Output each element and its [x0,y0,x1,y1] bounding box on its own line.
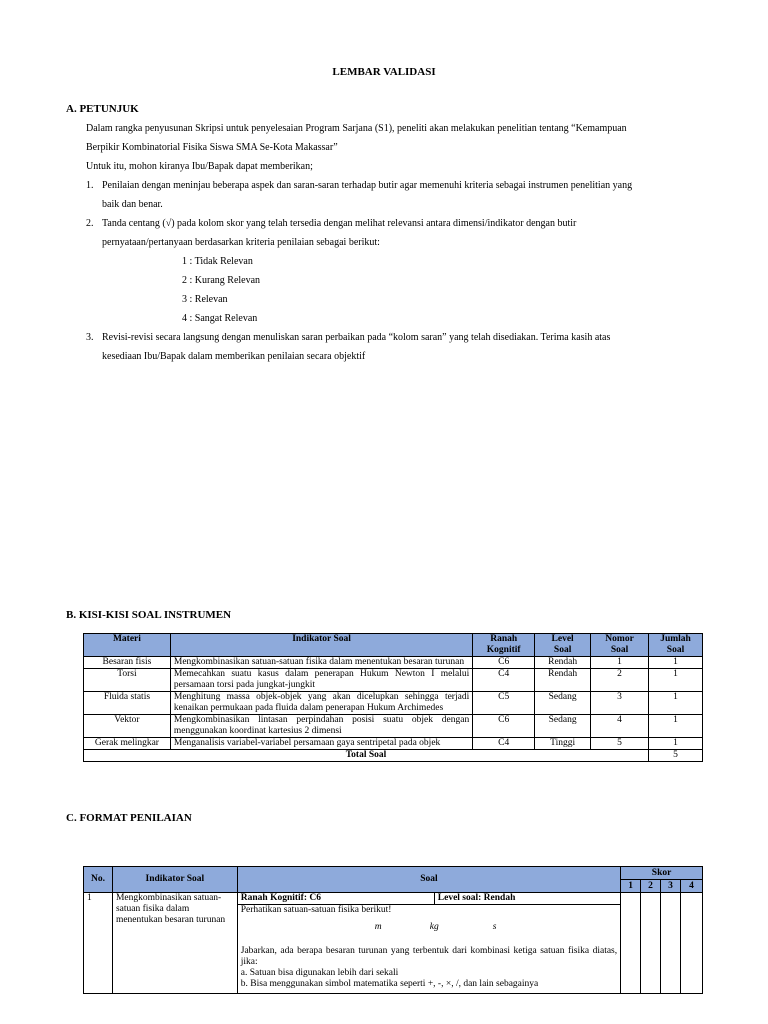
cell-indikator: Memecahkan suatu kasus dalam penerapan Hukum Newton I melalui persamaan torsi pada jungkat-jungkit [170,669,472,692]
item-3-line-2: kesediaan Ibu/Bapak dalam memberikan penilaian secara objektif [102,351,366,362]
soal-intro: Perhatikan satuan-satuan fisika berikut! [240,905,392,915]
cell-ranah: C6 [473,715,535,738]
table-row [84,738,703,750]
cell-indikator: Mengkombinasikan satuan-satuan fisika dalam menentukan besaran turunan [112,893,237,994]
item-1-line-1: Penilaian dengan meninjau beberapa aspek dan saran-saran terhadap butir agar memenuhi kriteria sebagai instrumen penelitian yang [102,180,633,191]
cell-jumlah: 1 [649,738,703,750]
header-nomor: Nomor Soal [591,634,649,657]
header-level: Level Soal [535,634,591,657]
section-c-heading: C. FORMAT PENILAIAN [66,812,192,824]
table-row [84,657,703,669]
format-penilaian-table [83,866,703,994]
cell-indikator: Menganalisis variabel-variabel persamaan gaya sentripetal pada objek [170,738,472,750]
header-skor: Skor [621,867,703,880]
header-skor-1: 1 [621,880,641,893]
criteria-item: 2 : Kurang Relevan [182,275,261,286]
cell-jumlah: 1 [649,692,703,715]
item-1-number: 1. [86,180,94,191]
criteria-list [182,252,260,328]
cell-level: Sedang [535,715,591,738]
cell-indikator: Menghitung massa objek-objek yang akan dicelupkan sehingga terjadi kenaikan permukaan pada fluida dalam penerapan Hukum Archimedes [170,692,472,715]
cell-ranah: C6 [473,657,535,669]
criteria-item: 1 : Tidak Relevan [182,256,253,267]
item-3-text [102,328,702,366]
cell-level: Rendah [535,669,591,692]
cell-jumlah: 1 [649,657,703,669]
intro-text [86,119,702,176]
soal-question: Jabarkan, ada berapa besaran turunan yang terbentuk dari kombinasi ketiga satuan fisika diatas, jika: [240,946,618,967]
section-a-heading: A. PETUNJUK [66,103,139,115]
cell-level: Tinggi [535,738,591,750]
item-2-number: 2. [86,218,94,229]
soal-option-a: a. Satuan bisa digunakan lebih dari sekali [240,968,399,978]
cell-jumlah: 1 [649,715,703,738]
table-row [84,669,703,692]
cell-indikator: Mengkombinasikan lintasan perpindahan posisi suatu objek dengan menggunakan koordinat kartesius 2 dimensi [170,715,472,738]
header-skor-4: 4 [680,880,702,893]
header-skor-3: 3 [661,880,681,893]
score-cell-4[interactable] [680,893,702,994]
item-3-number: 3. [86,332,94,343]
cell-ranah: C5 [473,692,535,715]
cell-nomor: 3 [591,692,649,715]
kisi-kisi-table [83,633,703,762]
cell-materi: Torsi [84,669,171,692]
unit-row [241,920,617,942]
unit-s: s [492,922,497,932]
header-no: No. [84,867,113,893]
section-b-heading: B. KISI-KISI SOAL INSTRUMEN [66,609,232,621]
cell-materi: Vektor [84,715,171,738]
unit-kg: kg [429,922,439,932]
header-ranah: Ranah Kognitif [473,634,535,657]
header-materi: Materi [84,634,171,657]
table-row [84,715,703,738]
cell-nomor: 2 [591,669,649,692]
total-row [84,750,703,762]
cell-nomor: 5 [591,738,649,750]
item-2-text [102,214,702,252]
table-row [84,692,703,715]
cell-ranah: C4 [473,738,535,750]
header-indikator: Indikator Soal [170,634,472,657]
item-2-line-2: pernyataan/pertanyaan berdasarkan kriteria penilaian sebagai berikut: [102,237,380,248]
score-cell-1[interactable] [621,893,641,994]
cell-materi: Besaran fisis [84,657,171,669]
soal-option-b: b. Bisa menggunakan simbol matematika seperti +, -, ×, /, dan lain sebagainya [240,979,539,989]
intro-line-1: Dalam rangka penyusunan Skripsi untuk penyelesaian Program Sarjana (S1), peneliti akan melakukan penelitian tentang “Kemampuan [86,123,627,134]
cell-indikator: Mengkombinasikan satuan-satuan fisika dalam menentukan besaran turunan [170,657,472,669]
ranah-kognitif-label: Ranah Kognitif: C6 [238,893,435,904]
header-jumlah: Jumlah Soal [649,634,703,657]
item-2-line-1: Tanda centang (√) pada kolom skor yang telah tersedia dengan melihat relevansi antara dimensi/indikator dengan butir [102,218,577,229]
cell-soal [237,893,620,994]
unit-m: m [374,922,382,932]
criteria-item: 3 : Relevan [182,294,228,305]
cell-no: 1 [84,893,113,994]
cell-materi: Fluida statis [84,692,171,715]
table-row [84,893,703,994]
score-cell-3[interactable] [661,893,681,994]
header-skor-2: 2 [641,880,661,893]
header-soal: Soal [237,867,620,893]
cell-level: Rendah [535,657,591,669]
header-indikator: Indikator Soal [112,867,237,893]
item-1-line-2: baik dan benar. [102,199,163,210]
cell-level: Sedang [535,692,591,715]
cell-nomor: 4 [591,715,649,738]
table-header-row [84,867,703,880]
score-cell-2[interactable] [641,893,661,994]
intro-line-2: Berpikir Kombinatorial Fisika Siswa SMA Se-Kota Makassar” [86,142,338,153]
cell-jumlah: 1 [649,669,703,692]
total-label: Total Soal [84,750,649,762]
item-1-text [102,176,702,214]
document-title: LEMBAR VALIDASI [332,66,436,78]
item-3-line-1: Revisi-revisi secara langsung dengan menuliskan saran perbaikan pada “kolom saran” yang telah disediakan. Terima kasih atas [102,332,611,343]
cell-nomor: 1 [591,657,649,669]
total-value: 5 [649,750,703,762]
intro-line-3: Untuk itu, mohon kiranya Ibu/Bapak dapat memberikan; [86,161,313,172]
level-soal-label: Level soal: Rendah [437,893,516,903]
cell-ranah: C4 [473,669,535,692]
cell-materi: Gerak melingkar [84,738,171,750]
criteria-item: 4 : Sangat Relevan [182,313,258,324]
table-header-row [84,634,703,657]
soal-body [238,905,620,993]
soal-meta [238,893,620,905]
